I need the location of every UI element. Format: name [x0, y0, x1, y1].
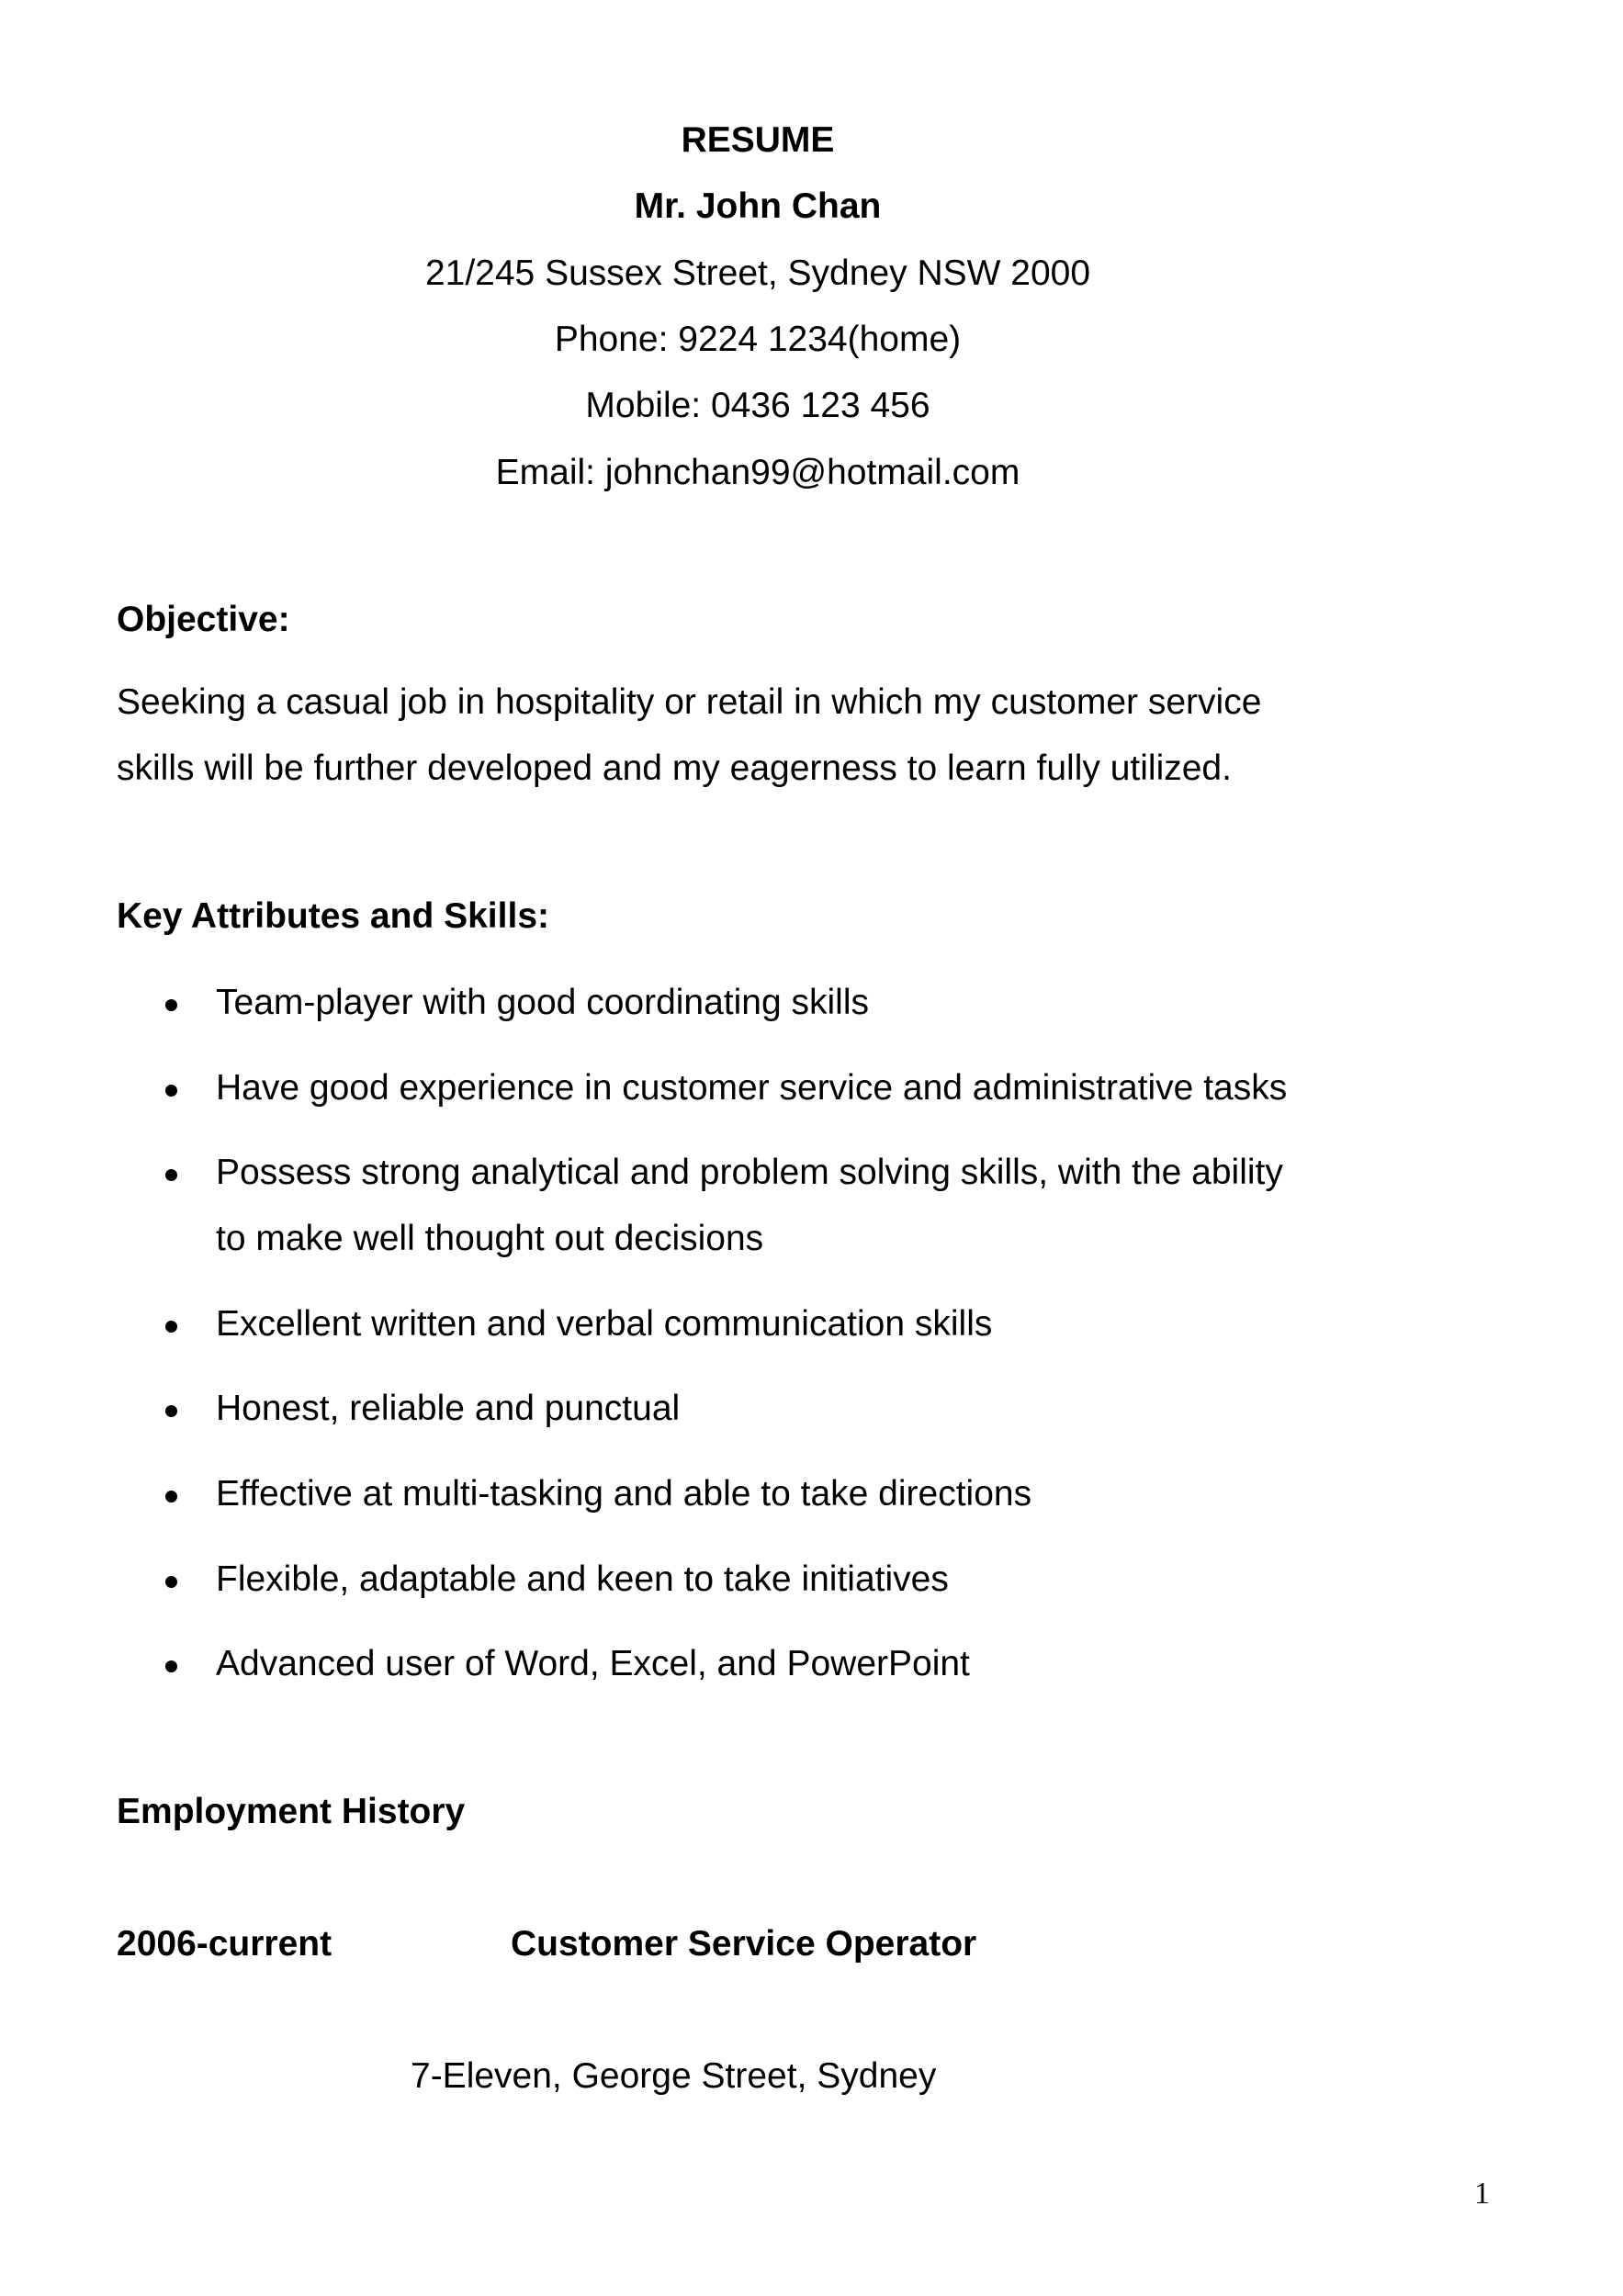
email-line: Email: johnchan99@hotmail.com: [495, 453, 1020, 492]
skill-text: Effective at multi-tasking and able to take directions: [216, 1474, 1032, 1514]
skill-text: Advanced user of Word, Excel, and PowerPoint: [216, 1644, 970, 1683]
skill-text: Honest, reliable and punctual: [216, 1389, 681, 1428]
skill-text: Have good experience in customer service and administrative tasks: [216, 1068, 1288, 1108]
objective-line-1: Seeking a casual job in hospitality or retail in which my customer service: [117, 682, 1262, 722]
bullet-icon: [165, 999, 177, 1011]
address-line: 21/245 Sussex Street, Sydney NSW 2000: [424, 253, 1091, 293]
job-employer: 7-Eleven, George Street, Sydney: [411, 2056, 937, 2096]
bullet-icon: [165, 1405, 177, 1417]
skill-text-continued: to make well thought out decisions: [216, 1219, 764, 1258]
objective-line-2: skills will be further developed and my eagerness to learn fully utilized.: [117, 748, 1232, 788]
job-title: Customer Service Operator: [511, 1924, 977, 1964]
employment-heading: Employment History: [117, 1792, 466, 1831]
phone-line: Phone: 9224 1234(home): [554, 320, 962, 359]
bullet-icon: [165, 1321, 177, 1333]
skills-heading: Key Attributes and Skills:: [117, 896, 549, 936]
skill-text: Excellent written and verbal communication skills: [216, 1304, 993, 1344]
bullet-icon: [165, 1660, 177, 1672]
skill-text: Possess strong analytical and problem solving skills, with the ability: [216, 1153, 1283, 1192]
bullet-icon: [165, 1085, 177, 1097]
bullet-icon: [165, 1576, 177, 1588]
skill-text: Team-player with good coordinating skills: [216, 983, 870, 1022]
applicant-name: Mr. John Chan: [634, 186, 882, 226]
mobile-line: Mobile: 0436 123 456: [585, 386, 930, 425]
job-period: 2006-current: [117, 1924, 332, 1964]
bullet-icon: [165, 1169, 177, 1181]
skill-text: Flexible, adaptable and keen to take initiatives: [216, 1559, 949, 1599]
document-title: RESUME: [681, 120, 835, 160]
objective-heading: Objective:: [117, 600, 290, 639]
page-number: 1: [1474, 2177, 1490, 2211]
bullet-icon: [165, 1491, 177, 1503]
